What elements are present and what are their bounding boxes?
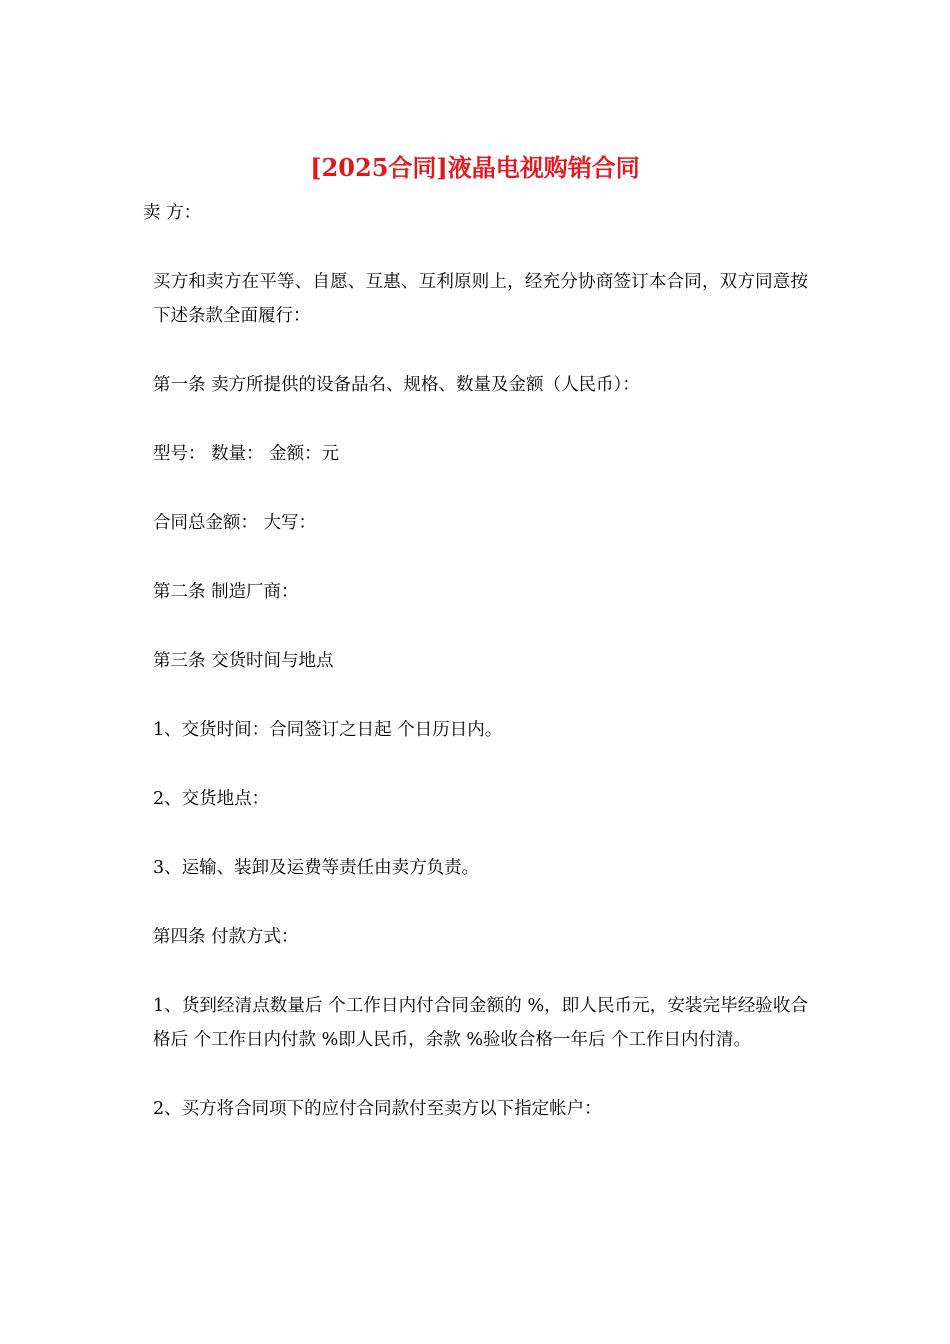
article-1-heading: 第一条 卖方所提供的设备品名、规格、数量及金额（人民币）： <box>153 375 640 395</box>
delivery-time-item: 1、交货时间：合同签订之日起 个日历日内。 <box>153 720 503 740</box>
payment-item-1: 1、货到经清点数量后 个工作日内付合同金额的 %，即人民币元，安装完毕经验收合格后 个工作日内付款 %即人民币，余款 %验收合格一年后 个工作日内付清。 <box>153 996 808 1050</box>
model-quantity-amount-line: 型号： 数量： 金额：元 <box>153 444 340 464</box>
seller-line: 卖 方： <box>143 203 202 223</box>
delivery-location-item: 2、交货地点： <box>153 789 270 809</box>
document-body <box>143 196 808 1126</box>
article-3-heading: 第三条 交货时间与地点 <box>153 651 334 671</box>
preamble-paragraph: 买方和卖方在平等、自愿、互惠、互利原则上，经充分协商签订本合同，双方同意按下述条款全面履行： <box>153 272 808 326</box>
article-4-heading: 第四条 付款方式： <box>153 927 299 947</box>
payment-item-2: 2、买方将合同项下的应付合同款付至卖方以下指定帐户： <box>153 1099 602 1119</box>
transport-item: 3、运输、装卸及运费等责任由卖方负责。 <box>153 858 480 878</box>
article-2-heading: 第二条 制造厂商： <box>153 582 299 602</box>
total-amount-line: 合同总金额： 大写： <box>153 513 317 533</box>
document-title: [2025合同]液晶电视购销合同 <box>310 153 640 182</box>
